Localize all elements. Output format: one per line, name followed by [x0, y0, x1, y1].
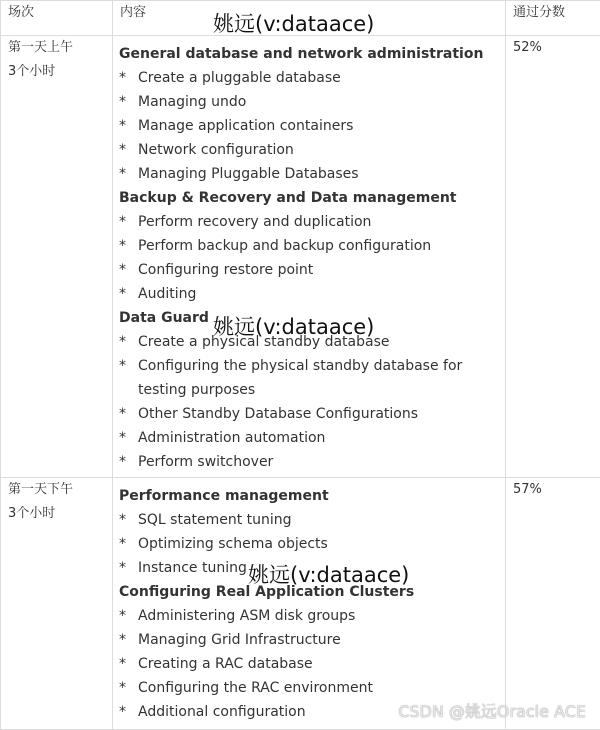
- bullet-marker: *: [119, 536, 126, 552]
- list-item: [119, 652, 499, 676]
- header-content: 内容: [113, 1, 506, 36]
- list-item: [119, 532, 499, 556]
- csdn-watermark: CSDN @姚远Oracle ACE: [398, 702, 586, 721]
- bullet-marker: *: [119, 430, 126, 446]
- list-item-text: Managing undo: [138, 94, 247, 110]
- list-item: [119, 162, 499, 186]
- list-item-text: Managing Grid Infrastructure: [138, 632, 341, 648]
- list-item: [119, 114, 499, 138]
- list-item: [119, 604, 499, 628]
- list-item: [119, 354, 499, 402]
- bullet-marker: *: [119, 286, 126, 302]
- list-item: [119, 90, 499, 114]
- list-item-text: Manage application containers: [138, 118, 354, 134]
- list-item: [119, 66, 499, 90]
- bullet-marker: *: [119, 166, 126, 182]
- bullet-marker: *: [119, 358, 126, 374]
- list-item-text: Perform backup and backup configuration: [138, 238, 432, 254]
- table-row: [1, 36, 600, 478]
- list-item: [119, 676, 499, 700]
- list-item-text: Network configuration: [138, 142, 294, 158]
- list-item-text: Create a physical standby database: [138, 334, 390, 350]
- bullet-marker: *: [119, 656, 126, 672]
- list-item-text: SQL statement tuning: [138, 512, 292, 528]
- bullet-marker: *: [119, 142, 126, 158]
- list-item: [119, 628, 499, 652]
- session-duration: 3个小时: [8, 506, 56, 521]
- list-item: [119, 402, 499, 426]
- list-item: [119, 210, 499, 234]
- header-session: 场次: [1, 1, 113, 36]
- bullet-marker: *: [119, 608, 126, 624]
- section-title: Performance management: [119, 488, 329, 504]
- session-name: 第一天下午: [8, 482, 74, 497]
- list-item: [119, 426, 499, 450]
- list-item-text: Creating a RAC database: [138, 656, 313, 672]
- pass-score-cell: [506, 478, 600, 730]
- header-pass-score: 通过分数: [506, 1, 600, 36]
- list-item-text: Administering ASM disk groups: [138, 608, 356, 624]
- list-item-text: Perform recovery and duplication: [138, 214, 372, 230]
- list-item: [119, 508, 499, 532]
- list-item-text: Additional configuration: [138, 704, 306, 720]
- list-item: [119, 234, 499, 258]
- pass-score: 52%: [513, 40, 542, 55]
- content-list: [113, 478, 505, 724]
- list-item-text: Auditing: [138, 286, 197, 302]
- section-title: Data Guard: [119, 310, 209, 326]
- pass-score-cell: [506, 36, 600, 478]
- watermark-text: 姚远(v:dataace): [213, 12, 375, 36]
- content-list: [113, 36, 505, 474]
- list-item: [119, 282, 499, 306]
- list-item-text: Managing Pluggable Databases: [138, 166, 359, 182]
- bullet-marker: *: [119, 334, 126, 350]
- list-item-text: Administration automation: [138, 430, 326, 446]
- bullet-marker: *: [119, 118, 126, 134]
- bullet-marker: *: [119, 214, 126, 230]
- list-item: [119, 258, 499, 282]
- section-title: General database and network administration: [119, 46, 484, 62]
- list-item-text: Configuring the physical standby database for testing purposes: [138, 358, 463, 398]
- bullet-marker: *: [119, 70, 126, 86]
- list-item-text: Create a pluggable database: [138, 70, 341, 86]
- table-row: [1, 478, 600, 730]
- list-item-text: Instance tuning: [138, 560, 247, 576]
- list-item-text: Configuring restore point: [138, 262, 314, 278]
- bullet-marker: *: [119, 632, 126, 648]
- list-item-text: Configuring the RAC environment: [138, 680, 373, 696]
- list-item: [119, 138, 499, 162]
- session-cell: [1, 478, 113, 730]
- bullet-marker: *: [119, 560, 126, 576]
- section-title: Configuring Real Application Clusters: [119, 584, 415, 600]
- session-duration: 3个小时: [8, 64, 56, 79]
- section-title: Backup & Recovery and Data management: [119, 190, 457, 206]
- watermark-text: 姚远(v:dataace): [213, 315, 375, 339]
- list-item-text: Perform switchover: [138, 454, 274, 470]
- content-cell: [113, 478, 506, 730]
- bullet-marker: *: [119, 454, 126, 470]
- list-item-text: Optimizing schema objects: [138, 536, 328, 552]
- bullet-marker: *: [119, 680, 126, 696]
- bullet-marker: *: [119, 262, 126, 278]
- pass-score: 57%: [513, 482, 542, 497]
- content-cell: [113, 36, 506, 478]
- bullet-marker: *: [119, 238, 126, 254]
- bullet-marker: *: [119, 512, 126, 528]
- list-item-text: Other Standby Database Configurations: [138, 406, 419, 422]
- bullet-marker: *: [119, 406, 126, 422]
- bullet-marker: *: [119, 94, 126, 110]
- bullet-marker: *: [119, 704, 126, 720]
- session-name: 第一天上午: [8, 40, 74, 55]
- session-cell: [1, 36, 113, 478]
- watermark-text: 姚远(v:dataace): [248, 563, 410, 587]
- list-item: [119, 450, 499, 474]
